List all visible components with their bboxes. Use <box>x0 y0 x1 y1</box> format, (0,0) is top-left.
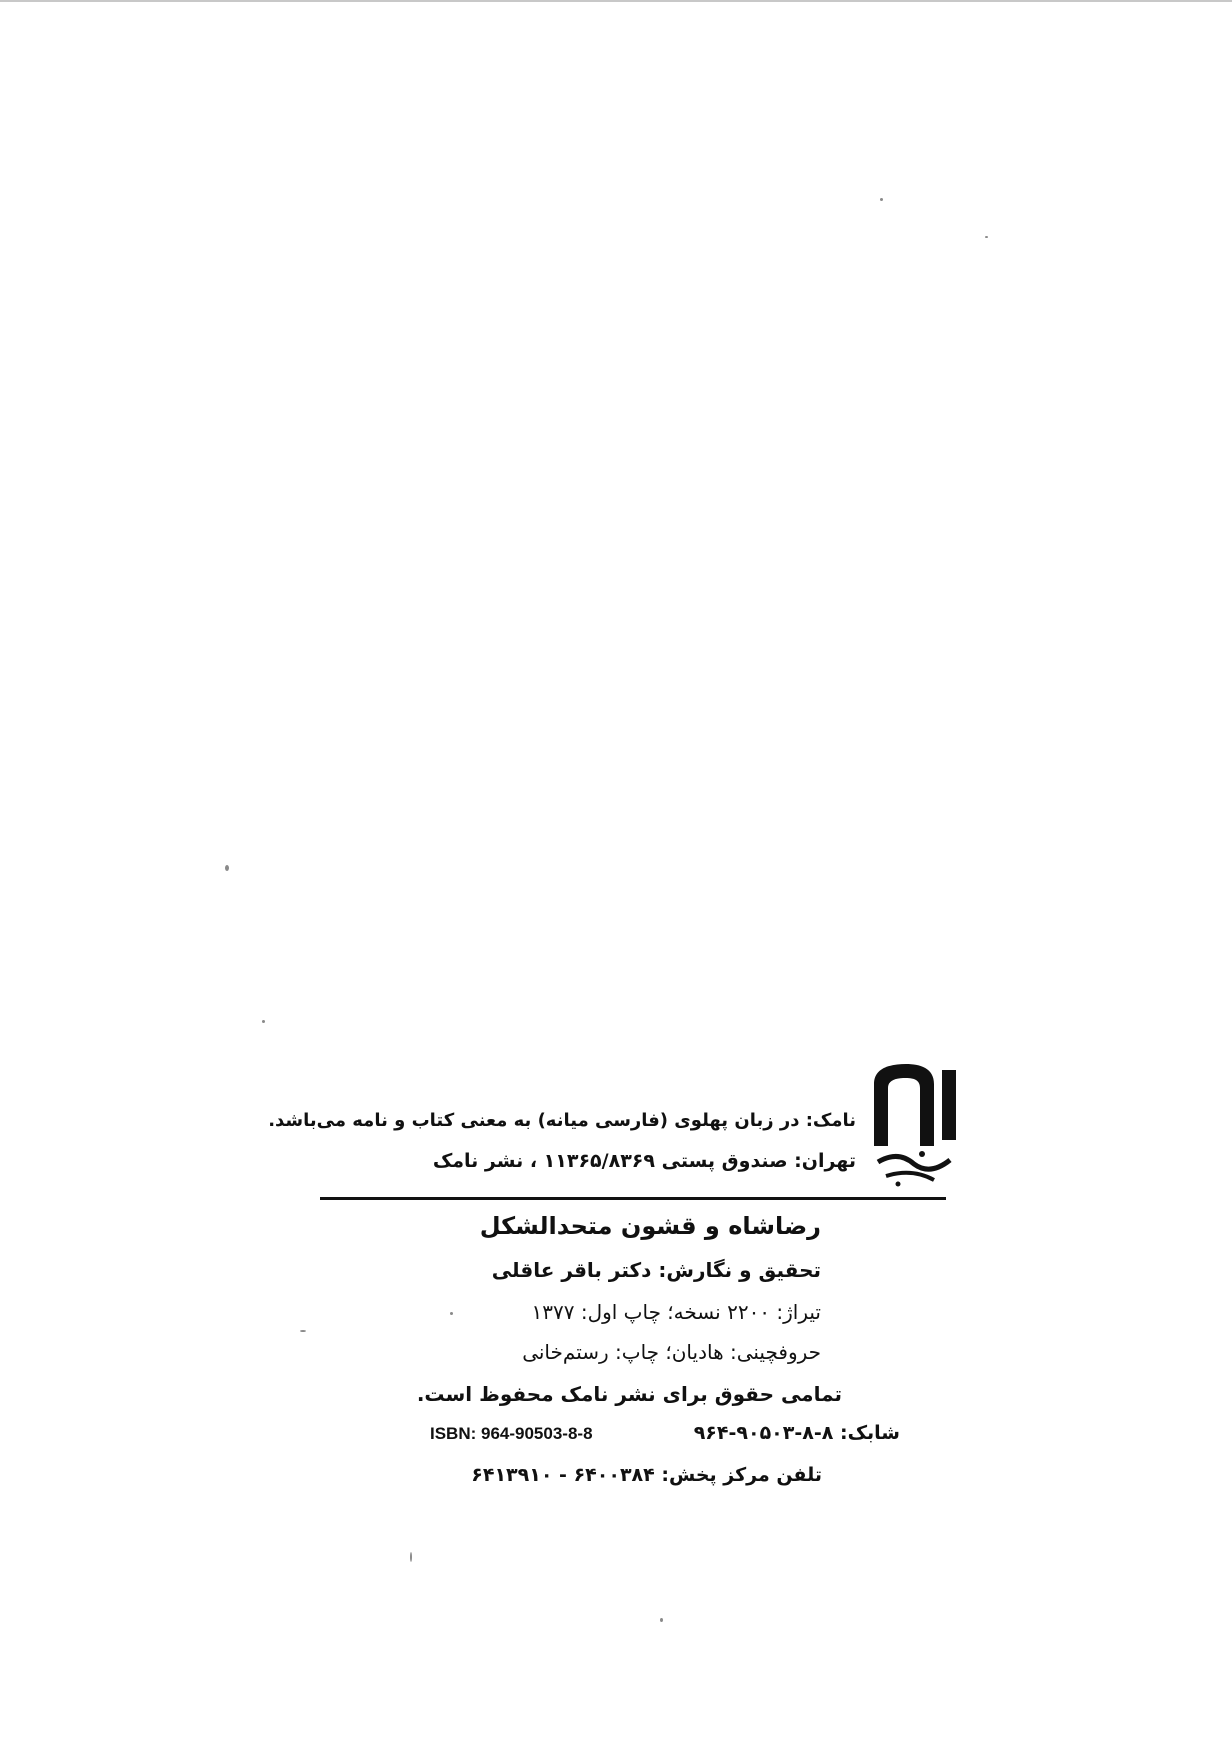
scan-speck <box>225 865 229 871</box>
publisher-address-line: تهران: صندوق پستی ۱۱۳۶۵/۸۳۶۹ ، نشر نامک <box>432 1150 856 1172</box>
distribution-phone: تلفن مرکز پخش: ۶۴۰۰۳۸۴ - ۶۴۱۳۹۱۰ <box>471 1464 822 1486</box>
book-title: رضاشاه و قشون متحدالشکل <box>479 1212 821 1240</box>
print-run-info: تیراژ: ۲۲۰۰ نسخه؛ چاپ اول: ۱۳۷۷ <box>531 1300 821 1324</box>
scan-speck <box>660 1618 663 1622</box>
copyright-block <box>268 1060 960 1500</box>
publisher-logo-icon <box>864 1060 960 1190</box>
typeset-print-info: حروفچینی: هادیان؛ چاپ: رستم‌خانی <box>522 1340 821 1364</box>
scan-edge-line <box>0 0 1232 2</box>
scan-speck <box>880 198 883 201</box>
divider-rule <box>320 1197 946 1200</box>
author-credit: تحقیق و نگارش: دکتر باقر عاقلی <box>491 1258 821 1282</box>
isbn-number: ISBN: 964-90503-8-8 <box>430 1424 593 1443</box>
scan-speck <box>985 236 988 238</box>
shabak-number: شابک: ۸-۸-۹۰۵۰۳-۹۶۴ <box>693 1422 900 1444</box>
rights-statement: تمامی حقوق برای نشر نامک محفوظ است. <box>416 1382 842 1406</box>
isbn-row <box>430 1422 900 1452</box>
publisher-meaning-line: نامک: در زبان پهلوی (فارسی میانه) به معنی کتاب و نامه می‌باشد. <box>268 1110 856 1131</box>
scan-speck <box>300 1330 306 1332</box>
scan-speck <box>262 1020 265 1023</box>
scan-speck <box>410 1552 412 1562</box>
